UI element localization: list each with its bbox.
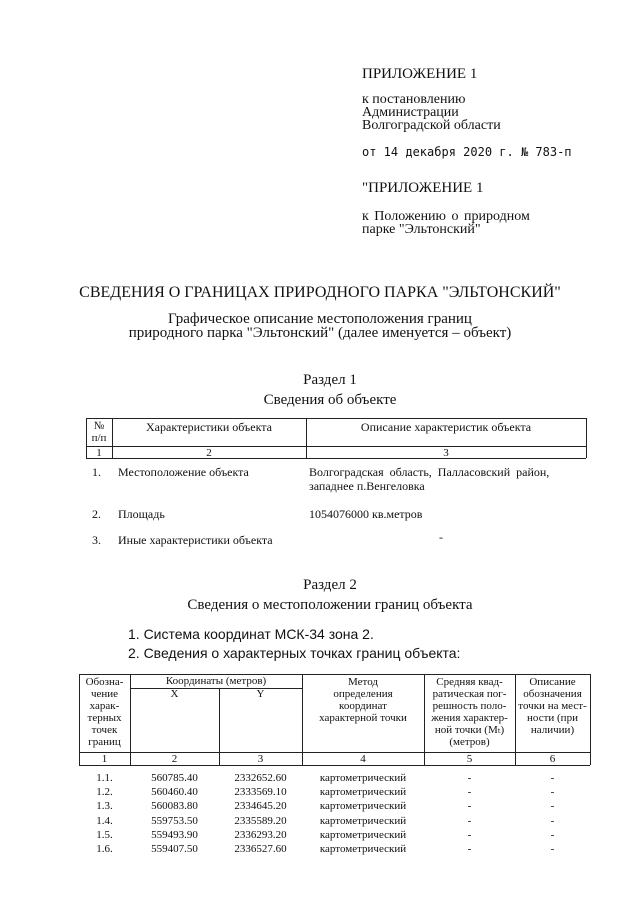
s1-col-characteristics: Характеристики объекта: [146, 420, 272, 434]
point-description: -: [550, 800, 555, 813]
section2-heading: Раздел 2: [303, 577, 357, 593]
col-method-2: определения: [333, 688, 393, 700]
s2-colnum-2: 2: [171, 753, 178, 765]
method: картометрический: [319, 772, 407, 784]
table-row-num: 3.: [92, 533, 101, 547]
y-coordinate: 2336527.60: [234, 843, 287, 855]
table-row-desc: -: [439, 530, 443, 544]
document-subtitle-1: Графическое описание местоположения границ: [168, 311, 472, 327]
regulation-line-1: к Положению о природном: [362, 209, 530, 224]
section2-subheading: Сведения о местоположении границ объекта: [187, 597, 473, 613]
col-designation-6: границ: [88, 736, 121, 748]
section1-subheading: Сведения об объекте: [263, 392, 397, 408]
col-designation-3: харак-: [89, 700, 120, 712]
accuracy: -: [467, 786, 472, 799]
point-description: -: [550, 814, 555, 827]
col-method-1: Метод: [348, 676, 378, 688]
col-accuracy-5: ной точки (Mₜ): [434, 724, 505, 736]
s2-colnum-1: 1: [101, 753, 108, 765]
accuracy: -: [467, 772, 472, 784]
x-coordinate: 559753.50: [151, 814, 198, 827]
point-id: 1.5.: [96, 828, 113, 841]
col-desc-3: точки на мест-: [518, 700, 587, 712]
s2-colnum-3: 3: [257, 753, 264, 765]
y-coordinate: 2333569.10: [234, 786, 287, 799]
col-designation-4: терных: [87, 712, 122, 724]
col-accuracy-1: Средняя квад-: [436, 676, 503, 688]
table-row-desc-2: западнее п.Венгеловка: [309, 479, 425, 493]
resolution-line-3: Волгоградской области: [362, 118, 501, 133]
col-desc-2: обозначения: [523, 688, 582, 700]
point-id: 1.4.: [96, 814, 113, 827]
col-designation-5: точек: [91, 724, 118, 736]
point-id: 1.1.: [96, 772, 113, 784]
method: картометрический: [319, 814, 407, 827]
col-accuracy-3: решность поло-: [432, 700, 507, 712]
table-row-char: Площадь: [118, 507, 165, 521]
table-row-char: Иные характеристики объекта: [118, 533, 273, 547]
boundary-points-item: 2. Сведения о характерных точках границ объекта:: [128, 645, 461, 661]
resolution-line-1: к постановлению: [362, 92, 466, 107]
s1-col-num-header-2: п/п: [91, 432, 107, 444]
s1-colnum-2: 2: [206, 447, 212, 459]
x-coordinate: 559493.90: [151, 828, 198, 841]
y-coordinate: 2335589.20: [234, 814, 287, 827]
s2-colnum-5: 5: [466, 753, 473, 765]
col-coordinates: Координаты (метров): [165, 675, 267, 687]
method: картометрический: [319, 800, 407, 813]
s2-colnum-6: 6: [549, 753, 556, 765]
table-row-num: 1.: [92, 465, 101, 479]
regulation-line-2: парке "Эльтонский": [362, 222, 481, 237]
appendix-label: ПРИЛОЖЕНИЕ 1: [362, 66, 478, 82]
table-row-num: 2.: [92, 507, 101, 521]
table-row-desc: 1054076000 кв.метров: [309, 507, 423, 521]
x-coordinate: 560785.40: [151, 772, 198, 784]
table-row-desc: Волгоградская область, Палласовский район,: [309, 465, 550, 479]
table-row-char: Местоположение объекта: [118, 465, 249, 479]
point-description: -: [550, 786, 555, 799]
method: картометрический: [319, 843, 407, 855]
col-desc-1: Описание: [529, 676, 576, 688]
accuracy: -: [467, 800, 472, 813]
s1-colnum-3: 3: [443, 447, 449, 459]
col-designation-2: чение: [90, 688, 119, 700]
col-designation-1: Обозна-: [85, 676, 124, 688]
date-line: от 14 декабря 2020 г. № 783-п: [362, 145, 572, 159]
point-description: -: [550, 843, 555, 855]
y-coordinate: 2336293.20: [234, 828, 287, 841]
col-method-4: характерной точки: [319, 712, 407, 724]
y-coordinate: 2334645.20: [234, 800, 287, 813]
section1-heading: Раздел 1: [303, 372, 357, 388]
point-id: 1.6.: [96, 843, 113, 855]
x-coordinate: 559407.50: [151, 843, 198, 855]
s1-col-description: Описание характеристик объекта: [360, 420, 532, 434]
x-coordinate: 560460.40: [151, 786, 198, 799]
s2-colnum-4: 4: [360, 753, 366, 765]
x-coordinate: 560083.80: [151, 800, 198, 813]
col-y: Y: [256, 688, 265, 700]
point-id: 1.2.: [96, 786, 113, 799]
col-desc-4: ности (при: [527, 712, 578, 724]
method: картометрический: [319, 828, 407, 841]
point-description: -: [550, 828, 555, 841]
resolution-line-2: Администрации: [362, 105, 459, 120]
document-subtitle-2: природного парка "Эльтонский" (далее именуется – объект): [128, 325, 512, 341]
s1-colnum-1: 1: [96, 447, 102, 459]
point-id: 1.3.: [96, 800, 113, 813]
point-description: -: [550, 772, 555, 784]
col-accuracy-6: (метров): [449, 736, 490, 748]
col-x: X: [170, 688, 179, 700]
accuracy: -: [467, 828, 472, 841]
document-title: СВЕДЕНИЯ О ГРАНИЦАХ ПРИРОДНОГО ПАРКА "ЭЛЬТОНСКИЙ": [79, 284, 561, 301]
col-desc-5: наличии): [530, 724, 575, 736]
accuracy: -: [467, 843, 472, 855]
method: картометрический: [319, 786, 407, 799]
coordinate-system-item: 1. Система координат МСК-34 зона 2.: [128, 626, 374, 642]
col-method-3: координат: [339, 700, 387, 712]
s1-col-num-header-1: №: [93, 420, 105, 432]
col-accuracy-4: жения характер-: [431, 712, 508, 724]
accuracy: -: [467, 814, 472, 827]
appendix-quoted-label: "ПРИЛОЖЕНИЕ 1: [362, 180, 484, 196]
col-accuracy-2: ратическая пог-: [432, 688, 507, 700]
y-coordinate: 2332652.60: [234, 772, 287, 784]
